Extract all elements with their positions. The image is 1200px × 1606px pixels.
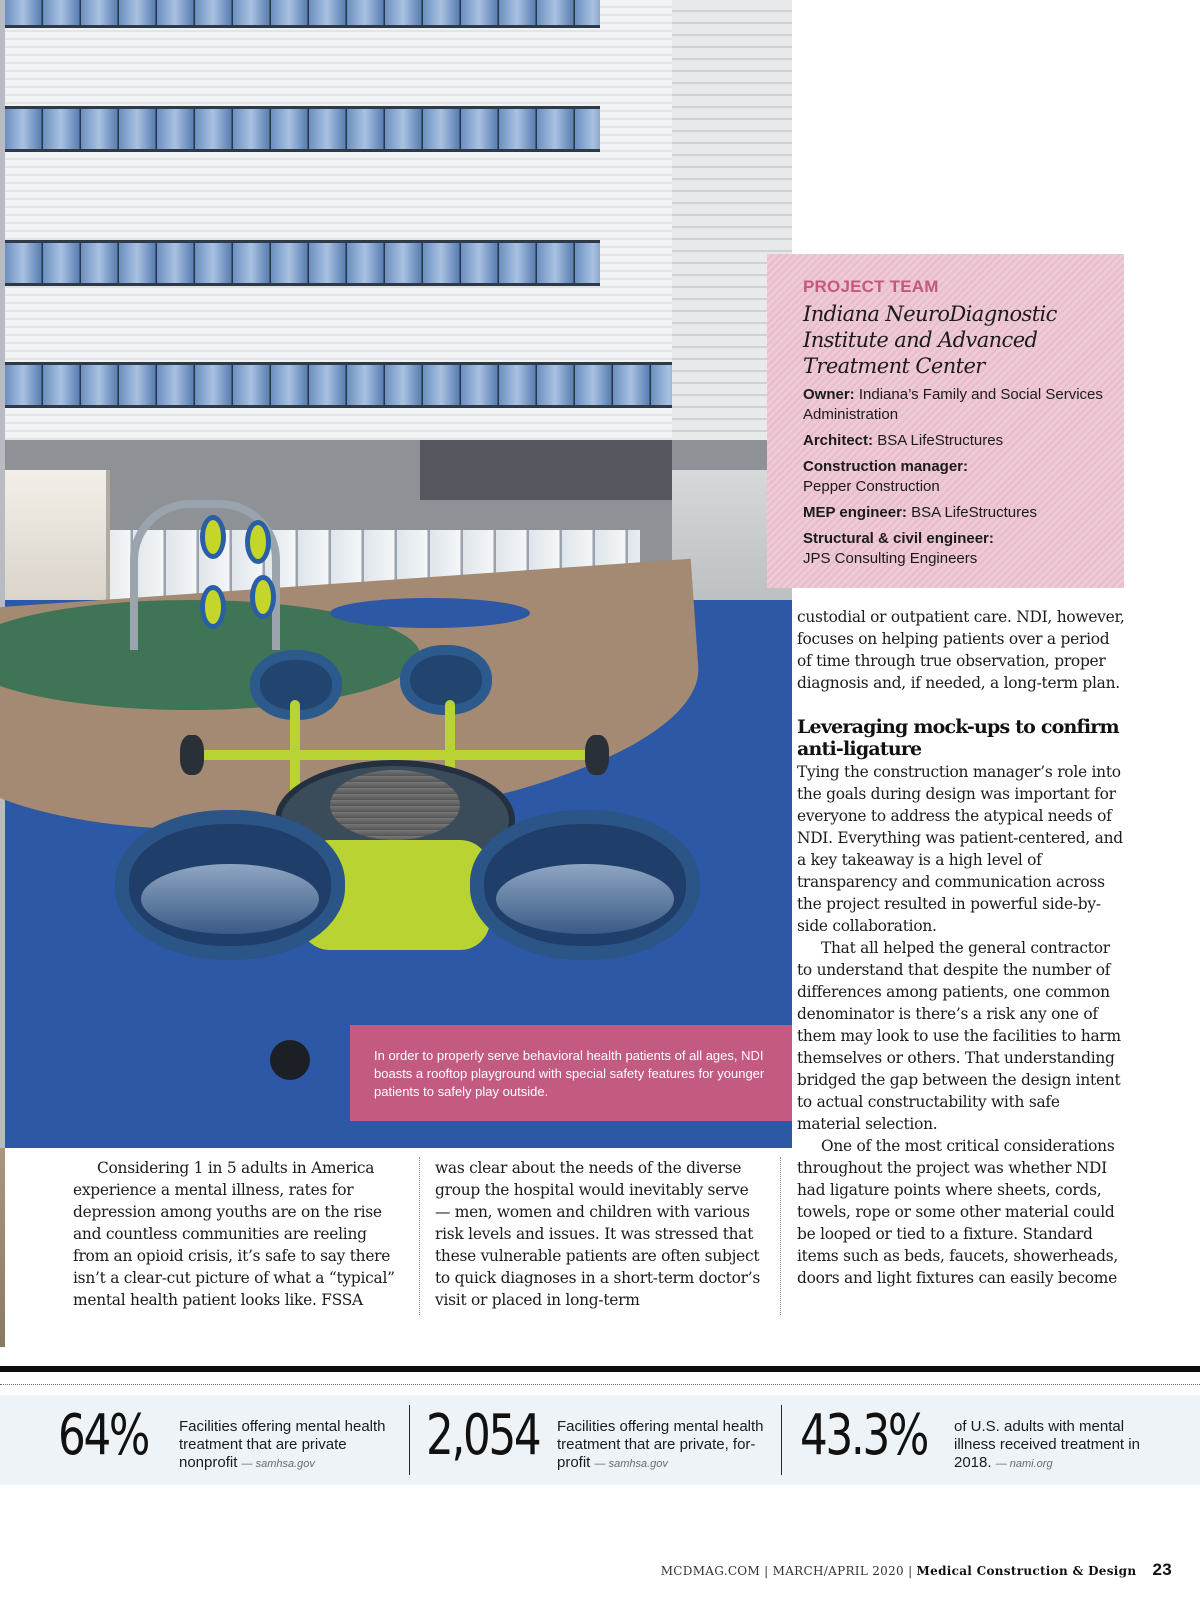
stat-source: — samhsa.gov [241,1458,315,1470]
article-column-2 [435,1157,765,1311]
sidebar-title: Indiana NeuroDiagnostic Institute and Advanced Treatment Center [803,302,1057,378]
stat-text: of U.S. adults with mental illness received treatment in 2018. [954,1418,1140,1471]
team-entry-mep-engineer [803,503,1104,523]
footer-issue: MARCH/APRIL 2020 [772,1564,904,1578]
seesaw-handle-bar [200,750,590,760]
entry-role: Architect: [803,432,874,449]
footer-separator: | [908,1564,913,1578]
stat-source: — samhsa.gov [594,1458,668,1470]
section-heading: Leveraging mock-ups to confirm anti-ligature [797,716,1119,760]
paragraph: That all helped the general contractor to understand that despite the number of differences among patients, one common denominator is there’s a risk any one of them may look to use the facilities to harm themselves or others. That understanding bridged the gap between the design intent to actual constructability with safe material selection. [797,939,1121,1133]
window-band [5,240,600,286]
project-team-sidebar [767,254,1124,588]
paragraph: Considering 1 in 5 adults in America experience a mental illness, rates for depression among youths are on the rise and countless communities are reeling from an opioid crisis, it’s safe to say there isn’t a clear-cut picture of what a “typical” mental health patient looks like. FSSA [73,1159,395,1309]
column-divider [780,1157,781,1315]
ground-stopper [270,1040,310,1080]
entry-name: Indiana’s Family and Social Services Administration [803,386,1103,423]
paragraph: Tying the construction manager’s role into the goals during design was important for everyone to address the atypical needs of NDI. Everything was patient-centered, and a key takeaway is a high level of transparency and communication across the project resulted in powerful side-by-side collaboration. [797,763,1123,935]
stat-value: 2,054 [426,1403,540,1468]
seesaw-seat-large [470,810,700,960]
entry-name: BSA LifeStructures [877,432,1004,449]
paragraph: One of the most critical considerations throughout the project was whether NDI had ligature points where sheets, cords, towels, rope or some other material could be looped or tied to a fixture. Standard items such as beds, faucets, showerheads, doors and light fixtures can easily become [797,1137,1118,1287]
seesaw-handle [585,735,609,775]
stat-description [557,1418,772,1473]
entry-role: Owner: [803,386,855,403]
sidebar-label: PROJECT TEAM [803,277,939,296]
entry-role: Construction manager: [803,458,969,475]
footer-site: MCDMAG.COM [660,1564,761,1578]
stat-text: Facilities offering mental health treatment that are private nonprofit [179,1418,386,1471]
article-column-3 [797,606,1127,1289]
column-divider [419,1157,420,1315]
stat-value: 43.3% [800,1403,928,1468]
entry-role: Structural & civil engineer: [803,530,994,547]
stats-bar [0,1395,1200,1485]
seesaw-seat-large [115,810,345,960]
team-entry-owner [803,385,1104,425]
window-band [5,0,600,28]
stat-item [410,1395,780,1485]
photo-caption: In order to properly serve behavioral health patients of all ages, NDI boasts a rooftop playground with special safety features for younger patients to safely play outside. [350,1025,792,1121]
spinner-pod [245,520,271,564]
stat-value: 64% [58,1403,149,1468]
entry-name: Pepper Construction [803,478,940,495]
article-column-1 [73,1157,403,1311]
stat-text: Facilities offering mental health treatment that are private, for-profit [557,1418,764,1471]
stat-item [782,1395,1200,1485]
window-band [5,106,600,152]
team-entry-construction-manager [803,457,1104,497]
blue-surface-patch [330,598,530,628]
team-entry-structural-engineer [803,529,1104,569]
footer-magazine: Medical Construction & Design [916,1564,1137,1578]
team-entry-architect [803,431,1104,451]
spinner-pod [200,515,226,559]
seesaw-pad [330,770,460,840]
stat-item [0,1395,410,1485]
stats-dotted-rule [0,1384,1200,1385]
entry-role: MEP engineer: [803,504,907,521]
stat-source: — nami.org [995,1458,1053,1470]
canopy-left [5,470,110,610]
podium-panel [420,440,672,500]
playground-photo [0,0,792,1148]
entry-name: BSA LifeStructures [911,504,1037,521]
seesaw-handle [180,735,204,775]
stat-description [954,1418,1154,1473]
page-number: 23 [1152,1560,1172,1579]
spinner-pod [200,585,226,629]
page-footer [661,1560,1172,1580]
entry-name: JPS Consulting Engineers [803,550,978,567]
paragraph: custodial or outpatient care. NDI, however, focuses on helping patients over a period of time through true observation, proper diagnosis and, if needed, a long-term plan. [797,608,1125,692]
stat-description [179,1418,394,1473]
window-band [5,362,672,408]
spinner-pod [250,575,276,619]
stats-top-rule [0,1366,1200,1372]
paragraph: was clear about the needs of the diverse group the hospital would inevitably serve — men, women and children with various risk levels and issues. It was stressed that these vulnerable patients are often subject to quick diagnoses in a short-term doctor’s visit or placed in long-term [435,1159,760,1309]
footer-separator: | [764,1564,769,1578]
